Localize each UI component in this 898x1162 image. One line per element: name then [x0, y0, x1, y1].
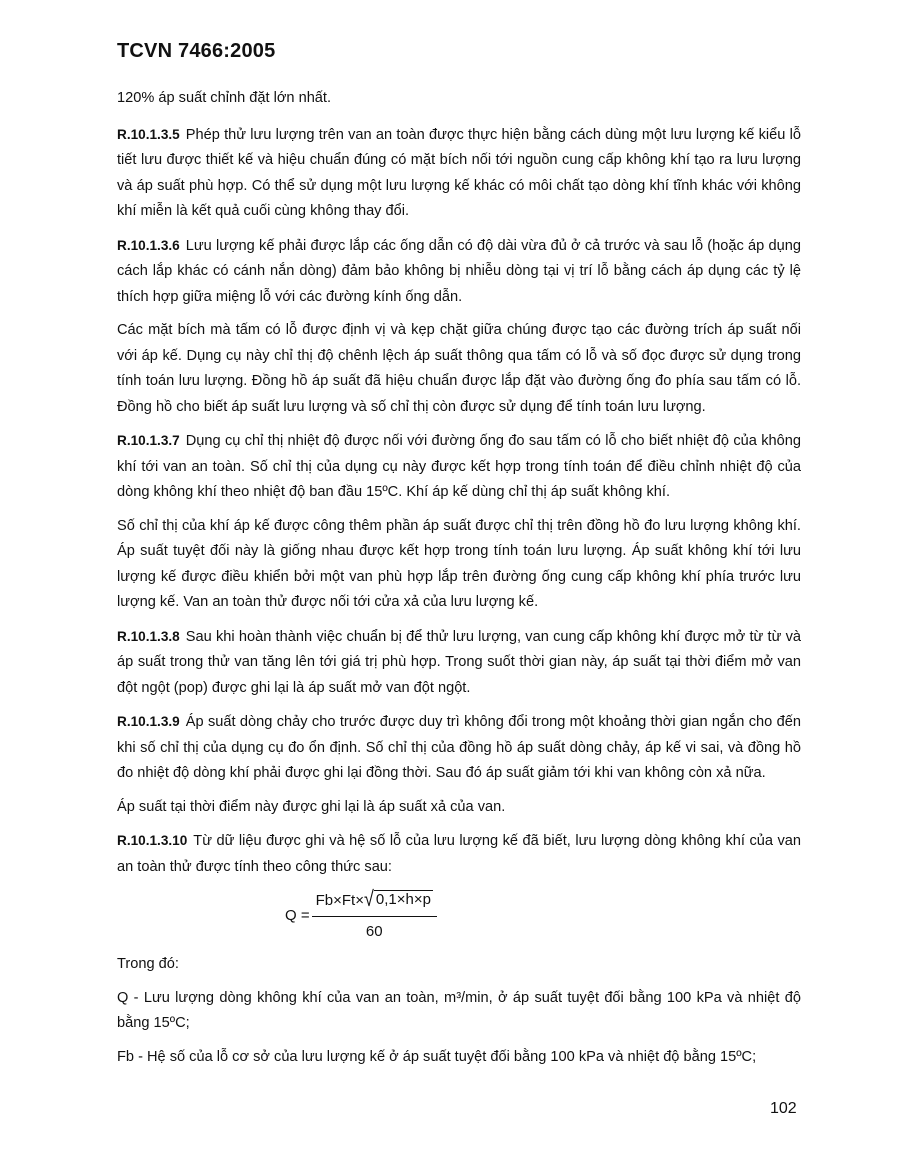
document-header: TCVN 7466:2005 [117, 40, 276, 62]
clause-number: R.10.1.3.10 [117, 833, 188, 848]
clause-text: Áp suất dòng chảy cho trước được duy trì không đổi trong một khoảng thời gian ngắn cho đến khi số chỉ thị của dụng cụ đo ổn định. Số chỉ thị của đồng hồ áp suất dòng chảy, áp kế vi sai, và đồng hồ đo nhiệt độ dòng khí phải được ghi lại đồng thời. Sau đó áp suất giảm tới khi van không còn xả nữa. [117, 714, 801, 781]
square-root [363, 886, 433, 911]
clause-number: R.10.1.3.9 [117, 714, 180, 729]
formula-lhs: Q = [285, 907, 310, 925]
paragraph-r-10-1-3-8 [117, 624, 801, 702]
paragraph-0: 120% áp suất chỉnh đặt lớn nhất. [117, 90, 332, 106]
formula-fraction [312, 888, 437, 944]
document-body [117, 86, 801, 1078]
clause-text: Sau khi hoàn thành việc chuẩn bị để thử lưu lượng, van cung cấp không khí được mở từ từ và áp suất trong thử van tăng lên tới giá trị phù hợp. Trong suốt thời gian này, áp suất tại thời điểm mở van đột ngột (pop) được ghi lại là áp suất mở van đột ngột. [117, 628, 801, 696]
formula-denominator: 60 [365, 922, 383, 940]
clause-text: Từ dữ liệu được ghi và hệ số lỗ của lưu lượng kế đã biết, lưu lượng dòng không khí của van an toàn thử được tính theo công thức sau: [117, 833, 801, 875]
formula-radicand: 0,1×h×p [375, 891, 431, 908]
clause-text: Phép thử lưu lượng trên van an toàn được thực hiện bằng cách dùng một lưu lượng kế kiểu lỗ tiết lưu được thiết kế và hiệu chuẩn đúng có mặt bích nối tới nguồn cung cấp không khí tạo ra lưu lượng và áp suất phù hợp. Có thể sử dụng một lưu lượng kế khác có môi chất tạo dòng khí tĩnh khác với không khí miễn là kết quả cuối cùng không thay đổi. [117, 126, 801, 219]
clause-text: Lưu lượng kế phải được lắp các ống dẫn có độ dài vừa đủ ở cả trước và sau lỗ (hoặc áp dụng cách lắp khác có cánh nắn dòng) đảm bảo không bị nhiễu dòng tại vị trí lỗ bằng cách áp dụng các tỷ lệ thích hợp giữa miệng lỗ với các đường kính ống dẫn. [117, 237, 801, 305]
paragraph-r-10-1-3-7 [117, 428, 801, 506]
radical-sign-icon: √ [363, 886, 374, 911]
paragraph-r-10-1-3-10 [117, 828, 801, 880]
paragraph-r-10-1-3-6 [117, 233, 801, 311]
paragraph-barometer: Số chỉ thị của khí áp kế được công thêm phần áp suất được chỉ thị trên đồng hồ đo lưu lượng không khí. Áp suất tuyệt đối này là giống nhau được kết hợp trong tính toán lưu lượng. Áp suất không khí tới lưu lượng kế được điều khiển bởi một van phù hợp lắp trên đường ống cung cấp không khí phía trước lưu lượng kế. Van an toàn thử được nối tới cửa xả của lưu lượng kế. [117, 517, 801, 610]
definition-q: Q - Lưu lượng dòng không khí của van an toàn, m³/min, ở áp suất tuyệt đối bằng 100 kPa và nhiệt độ bằng 15ºC; [117, 989, 801, 1031]
definition-fb: Fb - Hệ số của lỗ cơ sở của lưu lượng kế ở áp suất tuyệt đối bằng 100 kPa và nhiệt độ bằng 15ºC; [117, 1048, 757, 1065]
clause-number: R.10.1.3.8 [117, 628, 180, 644]
flow-formula [285, 888, 801, 944]
page-number: 102 [770, 1100, 797, 1117]
formula-numerator [312, 888, 437, 917]
clause-number: R.10.1.3.7 [117, 433, 180, 448]
clause-number: R.10.1.3.6 [117, 237, 180, 253]
paragraph-discharge-pressure: Áp suất tại thời điểm này được ghi lại là áp suất xả của van. [117, 798, 506, 815]
paragraph-where: Trong đó: [117, 956, 179, 972]
paragraph-flanges: Các mặt bích mà tấm có lỗ được định vị và kẹp chặt giữa chúng được tạo các đường trích áp suất nối với áp kế. Dụng cụ này chỉ thị độ chênh lệch áp suất thông qua tấm có lỗ và số đọc được sử dụng trong tính toán lưu lượng. Đồng hồ áp suất đã hiệu chuẩn được lắp đặt vào đường ống đo phía sau tấm có lỗ. Đồng hồ cho biết áp suất lưu lượng và số chỉ thị còn được sử dụng để tính toán lưu lượng. [117, 322, 801, 415]
clause-text: Dụng cụ chỉ thị nhiệt độ được nối với đường ống đo sau tấm có lỗ cho biết nhiệt độ của không khí tới van an toàn. Số chỉ thị của dụng cụ này được kết hợp trong tính toán để điều chỉnh nhiệt độ của dòng không khí theo nhiệt độ ban đầu 15ºC. Khí áp kế dùng chỉ thị áp suất không khí. [117, 433, 801, 500]
paragraph-r-10-1-3-5 [117, 122, 801, 225]
formula-numerator-terms: Fb×Ft× [315, 892, 364, 909]
clause-number: R.10.1.3.5 [117, 126, 180, 142]
paragraph-r-10-1-3-9 [117, 709, 801, 787]
